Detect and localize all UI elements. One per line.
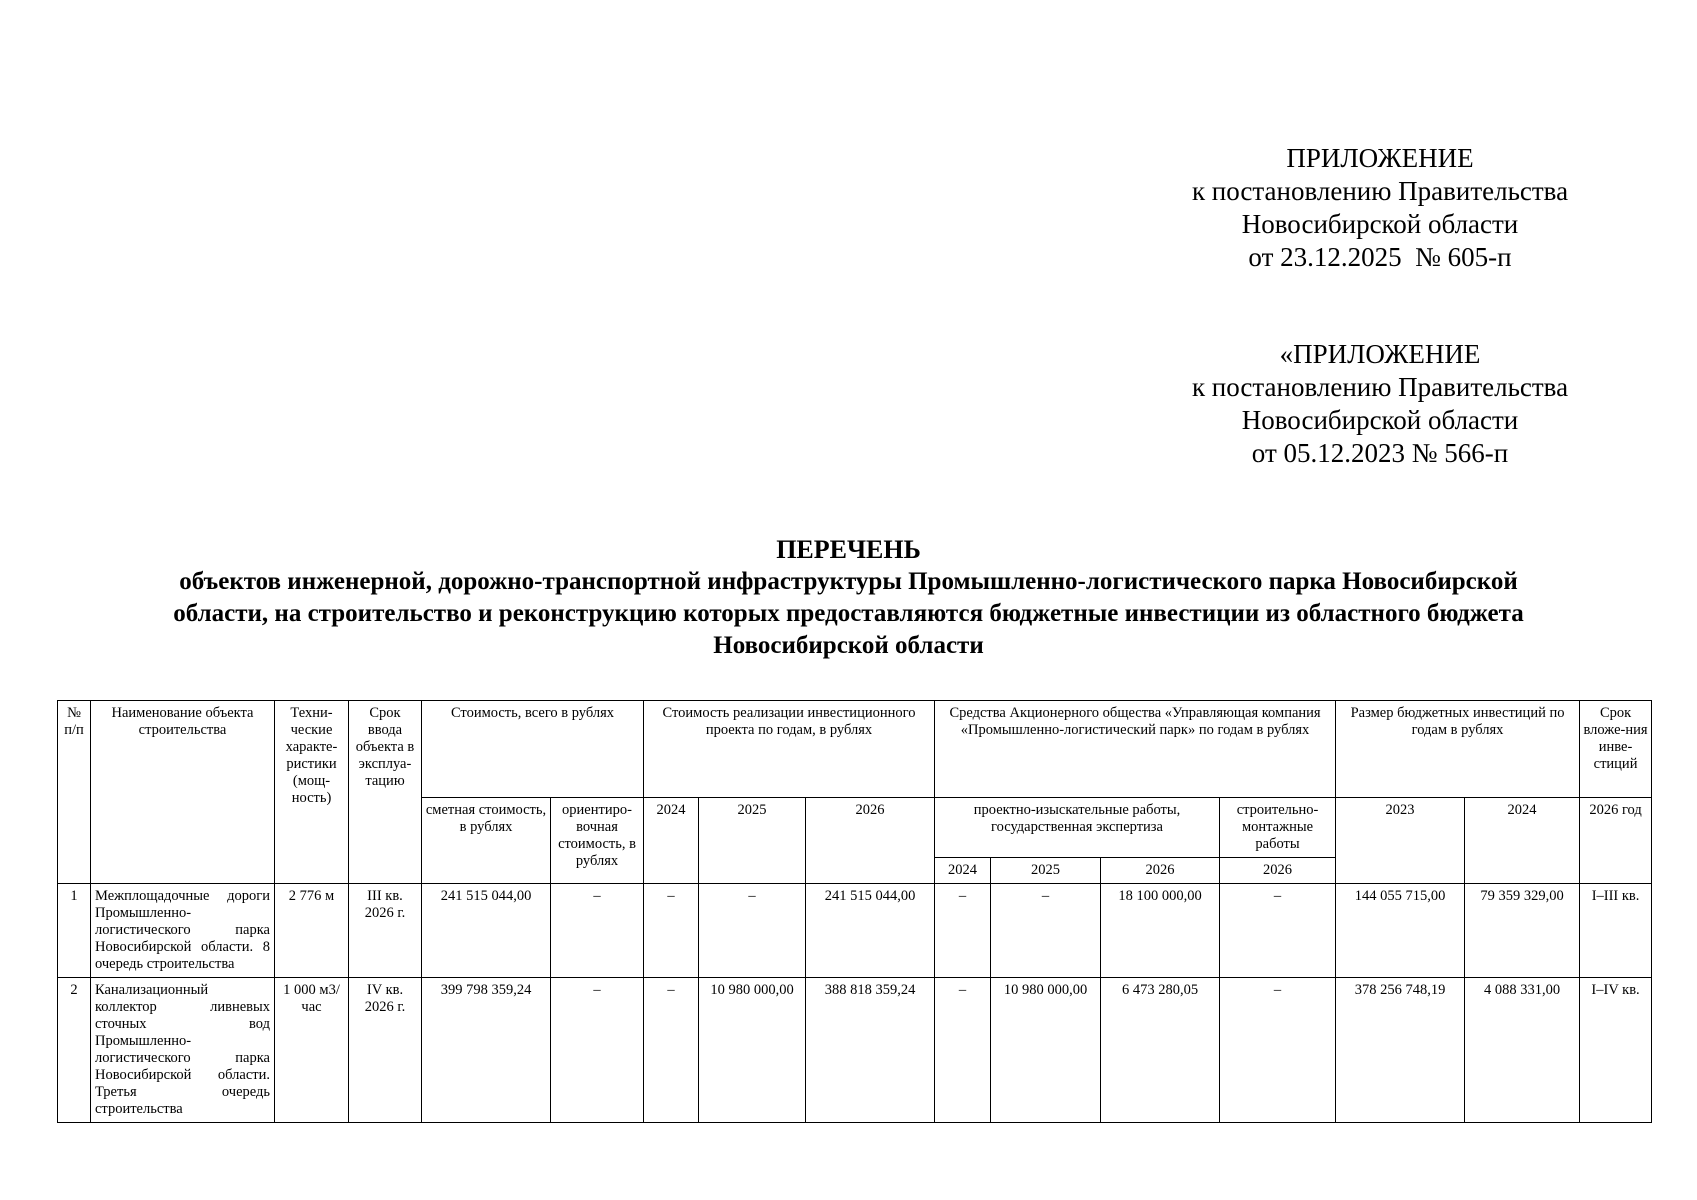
appendix-title: «ПРИЛОЖЕНИЕ (1279, 339, 1481, 369)
cell-invest-2026: I–III кв. (1580, 884, 1652, 978)
cell-tech: 1 000 м3/час (275, 978, 349, 1123)
cell-budget-2023: 144 055 715,00 (1336, 884, 1465, 978)
title-heading: ПЕРЕЧЕНЬ (776, 535, 921, 564)
appendix-line: к постановлению Правительства (1191, 372, 1569, 402)
cell-impl-2026: 388 818 359,24 (806, 978, 935, 1123)
cell-construction-2026: – (1220, 978, 1336, 1123)
cell-term: IV кв. 2026 г. (349, 978, 422, 1123)
cell-cost-approx: – (551, 978, 644, 1123)
header-cost-estimate: сметная стоимость, в рублях (422, 798, 551, 884)
cell-cost-estimate: 399 798 359,24 (422, 978, 551, 1123)
header-construction-2026: 2026 (1220, 858, 1336, 884)
cell-design-2026: 18 100 000,00 (1101, 884, 1220, 978)
header-construction-works: строительно-монтажные работы (1220, 798, 1336, 858)
appendix-line: к постановлению Правительства (1191, 176, 1569, 206)
table-row (58, 884, 1652, 978)
cell-design-2024: – (935, 884, 991, 978)
cell-construction-2026: – (1220, 884, 1336, 978)
header-invest-2026: 2026 год (1580, 798, 1652, 884)
appendix-title: ПРИЛОЖЕНИЕ (1286, 143, 1474, 173)
cell-name: Межплощадочные дороги Промышленно-логистического парка Новосибирской области. 8 очередь строительства (91, 884, 275, 978)
table-row (58, 978, 1652, 1123)
cell-impl-2025: – (699, 884, 806, 978)
cell-invest-2026: I–IV кв. (1580, 978, 1652, 1123)
appendix-date: от 05.12.2023 № 566-п (1251, 438, 1509, 468)
header-design-2025: 2025 (991, 858, 1101, 884)
header-budget-2024: 2024 (1465, 798, 1580, 884)
cell-impl-2024: – (644, 884, 699, 978)
header-term: Срок ввода объекта в эксплуа-тацию (349, 701, 422, 884)
appendix-block-current (1170, 142, 1590, 274)
header-cost-approx: ориентиро-вочная стоимость, в рублях (551, 798, 644, 884)
appendix-block-original (1170, 338, 1590, 470)
appendix-date: от 23.12.2025 № 605-п (1248, 242, 1512, 272)
cell-design-2026: 6 473 280,05 (1101, 978, 1220, 1123)
cell-term: III кв. 2026 г. (349, 884, 422, 978)
appendix-line: Новосибирской области (1241, 209, 1519, 239)
header-row-1 (58, 701, 1652, 798)
header-tech: Техни-ческие характе-ристики (мощ-ность) (275, 701, 349, 884)
cell-name: Канализационный коллектор ливневых сточных вод Промышленно-логистического парка Новосибирской области. Третья очередь строительства (91, 978, 275, 1123)
title-line: Новосибирской области (713, 632, 984, 659)
cell-tech: 2 776 м (275, 884, 349, 978)
cell-impl-2026: 241 515 044,00 (806, 884, 935, 978)
header-funds: Средства Акционерного общества «Управляющая компания «Промышленно-логистический парк» по годам в рублях (935, 701, 1336, 798)
header-impl-2024: 2024 (644, 798, 699, 884)
cell-design-2025: – (991, 884, 1101, 978)
cell-design-2025: 10 980 000,00 (991, 978, 1101, 1123)
header-design-works: проектно-изыскательные работы, государственная экспертиза (935, 798, 1220, 858)
cell-num: 1 (58, 884, 91, 978)
cell-impl-2025: 10 980 000,00 (699, 978, 806, 1123)
header-design-2024: 2024 (935, 858, 991, 884)
cell-budget-2024: 79 359 329,00 (1465, 884, 1580, 978)
cell-budget-2024: 4 088 331,00 (1465, 978, 1580, 1123)
title-line: области, на строительство и реконструкцию которых предоставляются бюджетные инвестиции из областного бюджета (173, 600, 1524, 627)
header-num: № п/п (58, 701, 91, 884)
header-impl-cost: Стоимость реализации инвестиционного проекта по годам, в рублях (644, 701, 935, 798)
cell-design-2024: – (935, 978, 991, 1123)
header-invest-term: Срок вложе-ния инве-стиций (1580, 701, 1652, 798)
document-title (60, 534, 1637, 662)
cell-num: 2 (58, 978, 91, 1123)
cell-impl-2024: – (644, 978, 699, 1123)
cell-cost-estimate: 241 515 044,00 (422, 884, 551, 978)
header-impl-2026: 2026 (806, 798, 935, 884)
cell-budget-2023: 378 256 748,19 (1336, 978, 1465, 1123)
header-cost-total: Стоимость, всего в рублях (422, 701, 644, 798)
cell-cost-approx: – (551, 884, 644, 978)
title-line: объектов инженерной, дорожно-транспортной инфраструктуры Промышленно-логистического парка Новосибирской (179, 568, 1518, 595)
appendix-line: Новосибирской области (1241, 405, 1519, 435)
header-budget: Размер бюджетных инвестиций по годам в рублях (1336, 701, 1580, 798)
header-design-2026: 2026 (1101, 858, 1220, 884)
header-impl-2025: 2025 (699, 798, 806, 884)
header-budget-2023: 2023 (1336, 798, 1465, 884)
header-name: Наименование объекта строительства (91, 701, 275, 884)
objects-table (57, 700, 1652, 1123)
